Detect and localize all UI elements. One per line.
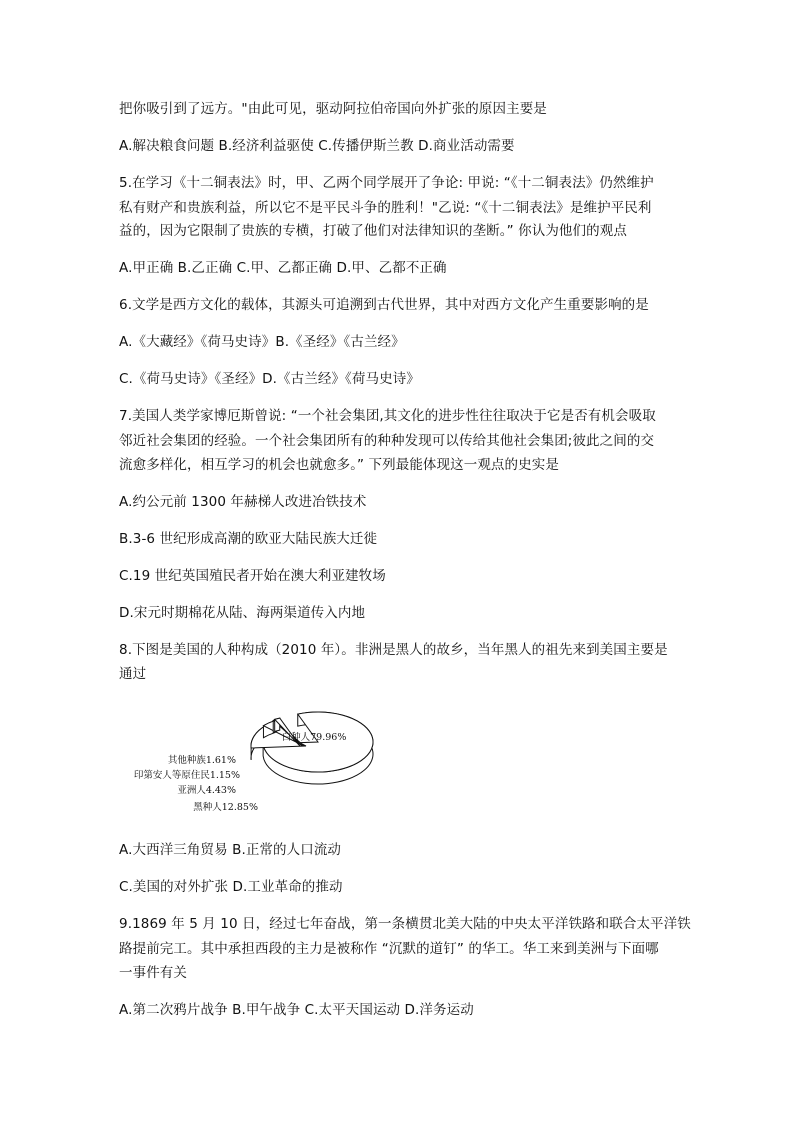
q9-stem-line3: 一事件有关 [119, 965, 187, 981]
q9-stem-line1: 9.1869 年 5 月 10 日，经过七年奋战，第一条横贯北美大陆的中央太平洋铁路和联合太平洋铁 [119, 916, 691, 932]
q5-options: A.甲正确 B.乙正确 C.甲、乙都正确 D.甲、乙都不正确 [119, 260, 447, 276]
q8-options-cd: C.美国的对外扩张 D.工业革命的推动 [119, 879, 343, 895]
q7-option-b: B.3-6 世纪形成高潮的欧亚大陆民族大迁徙 [119, 531, 378, 547]
pie-label-black: 黑种人12.85% [193, 802, 258, 813]
q5-stem-line3: 益的，因为它限制了贵族的专横，打破了他们对法律知识的垄断。” 你认为他们的观点 [119, 223, 627, 239]
q6-options-ab: A.《大藏经》《荷马史诗》B.《圣经》《古兰经》 [119, 334, 405, 350]
q4-options: A.解决粮食问题 B.经济利益驱使 C.传播伊斯兰教 D.商业活动需要 [119, 138, 515, 154]
q7-option-a: A.约公元前 1300 年赫梯人改进冶铁技术 [119, 494, 367, 510]
pie-label-white: 白种人79.96% [281, 732, 347, 743]
q6-stem: 6.文学是西方文化的载体，其源头可追溯到古代世界，其中对西方文化产生重要影响的是 [119, 297, 649, 313]
q7-stem-line3: 流愈多样化，相互学习的机会也就愈多。” 下列最能体现这一观点的史实是 [119, 457, 559, 473]
q6-options-cd: C.《荷马史诗》《圣经》D.《古兰经》《荷马史诗》 [119, 371, 420, 387]
q7-option-d: D.宋元时期棉花从陆、海两渠道传入内地 [119, 605, 366, 621]
q8-stem-line2: 通过 [119, 666, 147, 682]
race-composition-pie-chart [118, 700, 378, 825]
q7-stem-line1: 7.美国人类学家博厄斯曾说: “一个社会集团,其文化的进步性往往取决于它是否有机会吸取 [119, 408, 656, 424]
q8-stem-line1: 8.下图是美国的人种构成（2010 年）。非洲是黑人的故乡，当年黑人的祖先来到美国主要是 [119, 642, 668, 658]
q9-stem-line2: 路提前完工。其中承担西段的主力是被称作 “沉默的道钉” 的华工。华工来到美洲与下面哪 [119, 941, 659, 957]
pie-label-native: 印第安人等原住民1.15% [133, 770, 240, 781]
q9-options: A.第二次鸦片战争 B.甲午战争 C.太平天国运动 D.洋务运动 [119, 1002, 474, 1018]
q7-stem-line2: 邻近社会集团的经验。一个社会集团所有的种种发现可以传给其他社会集团;彼此之间的交 [119, 433, 655, 449]
q5-stem-line1: 5.在学习《十二铜表法》时，甲、乙两个同学展开了争论: 甲说: “《十二铜表法》仍然维护 [119, 175, 654, 191]
pie-label-asian: 亚洲人4.43% [177, 785, 236, 796]
q7-option-c: C.19 世纪英国殖民者开始在澳大利亚建牧场 [119, 568, 386, 584]
q4-stem-tail: 把你吸引到了远方。"由此可见，驱动阿拉伯帝国向外扩张的原因主要是 [119, 101, 547, 117]
q5-stem-line2: 私有财产和贵族利益，所以它不是平民斗争的胜利！"乙说: “《十二铜表法》是维护平民利 [119, 200, 652, 216]
q8-options-ab: A.大西洋三角贸易 B.正常的人口流动 [119, 842, 342, 858]
pie-label-other: 其他种族1.61% [167, 755, 236, 766]
